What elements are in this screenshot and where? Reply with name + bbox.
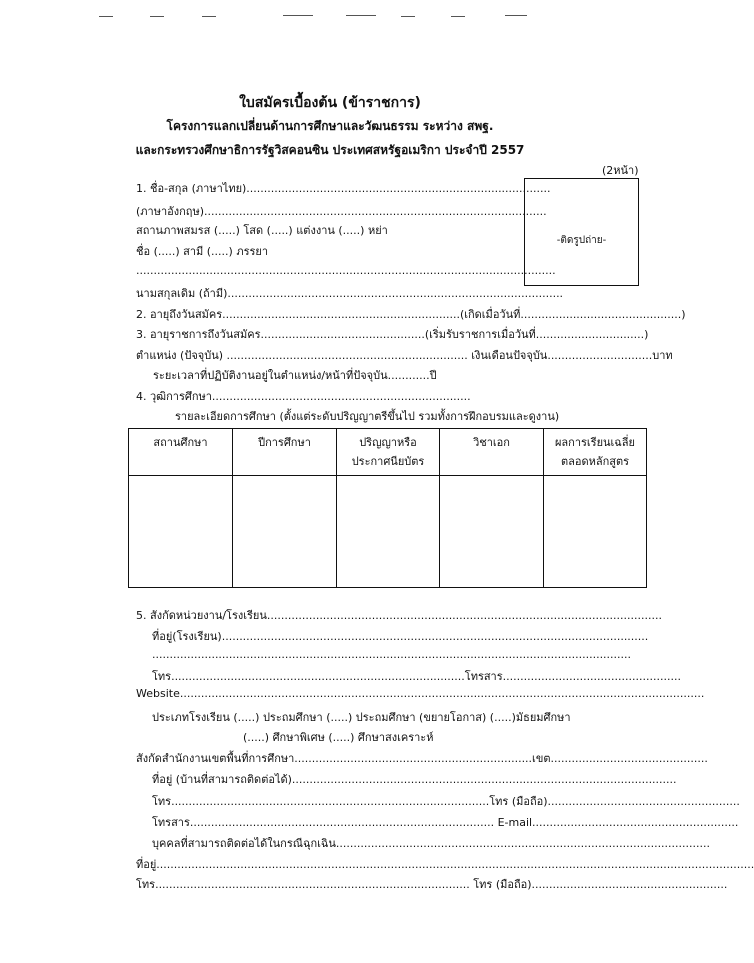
maiden-name-field[interactable]: นามสกุลเดิม (ถ้ามี)................................................................................................ (136, 287, 564, 300)
scan-artifact-line (99, 16, 113, 17)
form-subtitle-1: โครงการแลกเปลี่ยนด้านการศึกษาและวัฒนธรรม ระหว่าง สพฐ. (166, 119, 494, 133)
scan-artifact-line (202, 16, 216, 17)
fax-email-field[interactable]: โทรสาร....................................................................................... E-mail........................................................... (152, 816, 739, 829)
col-major: วิชาเอก (440, 429, 544, 476)
education-details-caption: รายละเอียดการศึกษา (ตั้งแต่ระดับปริญญาตรีขึ้นไป รวมทั้งการฝึกอบรมและดูงาน) (175, 410, 560, 423)
spouse-row[interactable]: ชื่อ (.....) สามี (.....) ภรรยา (136, 245, 269, 258)
emergency-contact-field[interactable]: บุคคลที่สามารถติดต่อได้ในกรณีฉุกเฉิน........................................................................................................... (152, 837, 711, 850)
blank-line[interactable]: ........................................................................................................................ (136, 264, 556, 277)
education-district-field[interactable]: สังกัดสำนักงานเขตพื้นที่การศึกษา....................................................................เขต............................................. (136, 752, 708, 765)
col-gpa: ผลการเรียนเฉลี่ย ตลอดหลักสูตร (544, 429, 647, 476)
table-cell[interactable] (337, 476, 440, 588)
school-type-row[interactable]: ประเภทโรงเรียน (.....) ประถมศึกษา (.....) ประถมศึกษา (ขยายโอกาส) (.....)มัธยมศึกษา (152, 711, 571, 724)
education-table (128, 428, 647, 588)
form-title: ใบสมัครเบื้องต้น (ข้าราชการ) (239, 95, 421, 111)
phone-fax-field[interactable]: โทร....................................................................................โทรสาร................................................... (152, 670, 681, 683)
marital-status-row[interactable]: สถานภาพสมรส (.....) โสด (.....) แต่งงาน (.....) หย่า (136, 224, 388, 237)
age-field[interactable]: 2. อายุถึงวันสมัคร....................................................................(เกิดเมื่อวันที่..............................................) (136, 308, 686, 321)
form-subtitle-2: และกระทรวงศึกษาธิการรัฐวิสคอนซิน ประเทศสหรัฐอเมริกา ประจำปี 2557 (135, 143, 525, 157)
education-field[interactable]: 4. วุฒิการศึกษา.......................................................................... (136, 390, 471, 403)
blank-line[interactable]: ......................................................................................................................................... (152, 648, 632, 661)
col-degree: ปริญญาหรือ ประกาศนียบัตร (337, 429, 440, 476)
table-cell[interactable] (233, 476, 337, 588)
table-row (129, 476, 647, 588)
contact-address-field[interactable]: ที่อยู่ (บ้านที่สามารถติดต่อได้).............................................................................................................. (152, 773, 677, 786)
col-institution: สถานศึกษา (129, 429, 233, 476)
school-type-row-2[interactable]: (.....) ศึกษาพิเศษ (.....) ศึกษาสงเคราะห์ (243, 731, 434, 744)
agency-school-field[interactable]: 5. สังกัดหน่วยงาน/โรงเรียน................................................................................................................. (136, 609, 662, 622)
position-salary-field[interactable]: ตำแหน่ง (ปัจจุบัน) ..................................................................... เงินเดือนปัจจุบัน..............................บาท (136, 349, 673, 362)
emergency-phone-field[interactable]: โทร.......................................................................................... โทร (มือถือ)........................................................ (136, 878, 728, 891)
name-english-field[interactable]: (ภาษาอังกฤษ).................................................................................................. (136, 205, 547, 218)
scan-artifact-line (505, 15, 527, 16)
emergency-address-field[interactable]: ที่อยู่........................................................................................................................................................................... (136, 858, 754, 871)
service-years-field[interactable]: 3. อายุราชการถึงวันสมัคร...............................................(เริ่มรับราชการเมื่อวันที่...............................) (136, 328, 649, 341)
scan-artifact-line (346, 15, 376, 16)
table-cell[interactable] (440, 476, 544, 588)
table-cell[interactable] (544, 476, 647, 588)
website-field[interactable]: Website...................................................................................................................................................... (136, 687, 705, 700)
scan-artifact-line (401, 16, 415, 17)
scan-artifact-line (150, 16, 164, 17)
scan-artifact-line (451, 16, 465, 17)
table-header-row (129, 429, 647, 476)
table-cell[interactable] (129, 476, 233, 588)
pages-note: (2หน้า) (602, 164, 639, 177)
school-address-field[interactable]: ที่อยู่(โรงเรียน).......................................................................................................................... (152, 630, 649, 643)
col-academic-year: ปีการศึกษา (233, 429, 337, 476)
position-duration-field[interactable]: ระยะเวลาที่ปฏิบัติงานอยู่ในตำแหน่ง/หน้าที่ปัจจุบัน............ปี (153, 369, 437, 382)
name-thai-field[interactable]: 1. ชื่อ-สกุล (ภาษาไทย)....................................................................................... (136, 182, 551, 195)
phone-mobile-field[interactable]: โทร...........................................................................................โทร (มือถือ)....................................................... (152, 795, 740, 808)
photo-label: -ติดรูปถ่าย- (556, 235, 607, 246)
scan-artifact-line (283, 15, 313, 16)
